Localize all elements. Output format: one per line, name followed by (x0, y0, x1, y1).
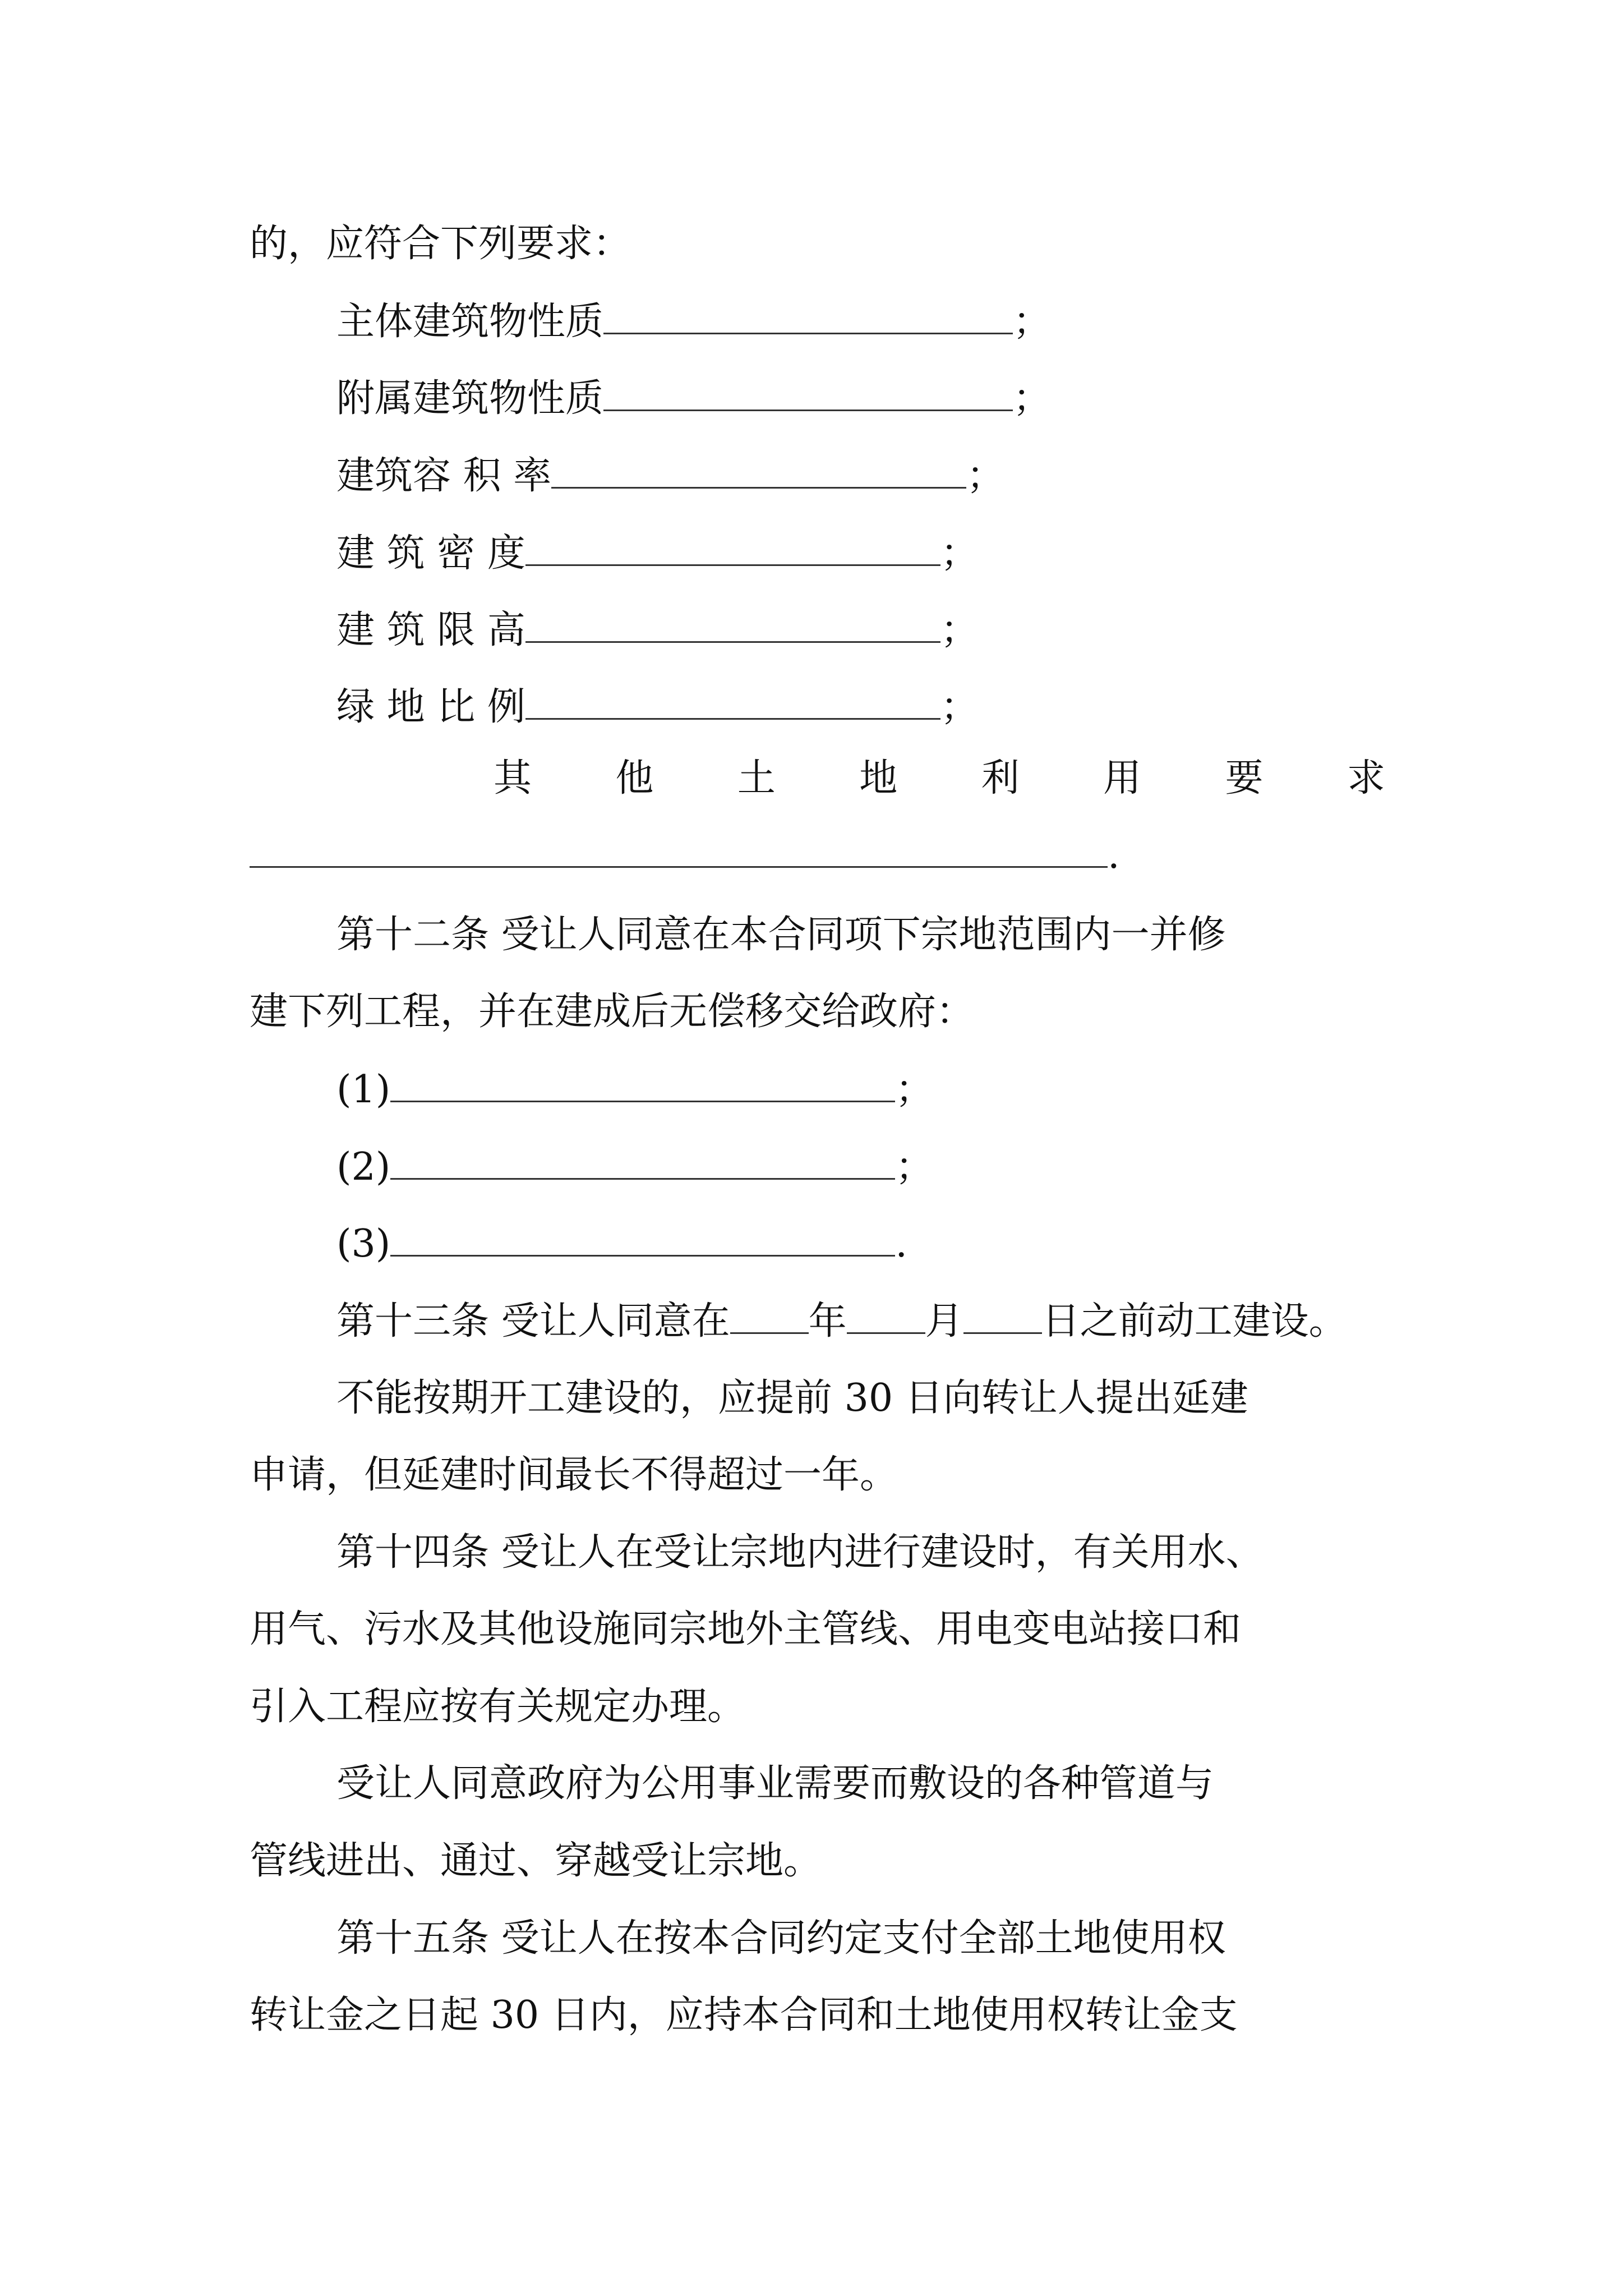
blank-density[interactable] (525, 531, 940, 566)
item-3 (336, 1221, 907, 1266)
blank-year[interactable] (730, 1299, 809, 1334)
article-14-text: 引入工程应按有关规定办理。 (250, 1685, 746, 1729)
article-13-line-2 (336, 1376, 1248, 1421)
article-14-text: 用气、污水及其他设施同宗地外主管线、用电变电站接口和 (250, 1607, 1242, 1651)
article-13-text: 日之前动工建设。 (1041, 1299, 1347, 1343)
other-char: 要 (1225, 756, 1264, 800)
label-density: 建 筑 密 度 (336, 531, 525, 576)
article-13-text: 不能按期开工建设的，应提前 30 日向转让人提出延建 (336, 1376, 1248, 1420)
label-green: 绿 地 比 例 (336, 685, 525, 729)
article-14-line-4 (336, 1761, 1214, 1806)
article-14-text: 第十四条 受让人在受让宗地内进行建设时，有关用水、 (336, 1530, 1264, 1575)
blank-item-2[interactable] (390, 1144, 895, 1180)
article-14-line-1 (336, 1530, 1264, 1575)
semicolon: ； (966, 454, 1005, 498)
other-char: 求 (1347, 756, 1385, 800)
blank-far[interactable] (551, 453, 966, 489)
blank-day[interactable] (963, 1299, 1042, 1334)
month-label: 月 (925, 1299, 963, 1343)
article-13-line-3 (250, 1453, 898, 1498)
other-char: 其 (494, 756, 532, 800)
article-13-text: 第十三条 受让人同意在 (336, 1299, 730, 1343)
article-15-text: 转让金之日起 30 日内，应持本合同和土地使用权转让金支 (250, 1993, 1238, 2037)
article-13-line-1 (336, 1299, 1347, 1343)
blank-main-building[interactable] (603, 299, 1013, 334)
requirement-green (336, 684, 979, 729)
article-14-line-5 (250, 1839, 822, 1884)
requirement-density (336, 531, 979, 576)
item-2 (336, 1144, 933, 1189)
article-14-text: 管线进出、通过、穿越受让宗地。 (250, 1839, 822, 1883)
article-14-text: 受让人同意政府为公用事业需要而敷设的各种管道与 (336, 1761, 1214, 1806)
requirement-main-building (336, 299, 1051, 344)
blank-other[interactable] (250, 832, 1108, 868)
text-intro: 的，应符合下列要求： (250, 222, 631, 266)
requirement-other-blank-line (250, 832, 1120, 877)
item-3-label: (3) (336, 1222, 391, 1266)
label-height: 建 筑 限 高 (336, 608, 525, 652)
semicolon: ； (940, 608, 979, 652)
other-char: 他 (615, 756, 654, 800)
blank-green[interactable] (525, 684, 940, 720)
label-aux-building: 附属建筑物性质 (336, 376, 604, 421)
article-14-line-2 (250, 1607, 1241, 1652)
year-label: 年 (808, 1299, 847, 1343)
other-char: 用 (1103, 756, 1142, 800)
article-15-text: 第十五条 受让人在按本合同约定支付全部土地使用权 (336, 1916, 1226, 1961)
blank-item-1[interactable] (390, 1067, 895, 1102)
article-12-line-2 (250, 990, 974, 1034)
blank-height[interactable] (525, 608, 940, 643)
blank-item-3[interactable] (390, 1221, 895, 1257)
item-1-label: (1) (336, 1068, 391, 1112)
label-main-building: 主体建筑物性质 (336, 300, 604, 344)
other-char: 利 (981, 756, 1020, 800)
requirement-aux-building (336, 376, 1051, 421)
label-far: 建筑容 积 率 (336, 454, 552, 498)
semicolon: ； (895, 1145, 934, 1189)
other-char: 地 (859, 756, 898, 800)
text-line-intro (250, 222, 631, 266)
article-12-text: 建下列工程，并在建成后无偿移交给政府： (250, 990, 975, 1034)
semicolon: ； (940, 685, 979, 729)
requirement-height (336, 608, 979, 652)
article-15-line-2 (250, 1993, 1238, 2038)
item-1 (336, 1067, 933, 1112)
item-2-label: (2) (336, 1145, 391, 1189)
semicolon: ； (940, 531, 979, 576)
requirement-far (336, 453, 1004, 498)
requirement-other-label (336, 756, 1385, 801)
blank-month[interactable] (847, 1299, 925, 1334)
article-13-text: 申请，但延建时间最长不得超过一年。 (250, 1453, 898, 1497)
blank-aux-building[interactable] (603, 376, 1013, 411)
article-12-line-1 (336, 913, 1226, 958)
semicolon: ； (1013, 376, 1052, 421)
period: . (895, 1222, 907, 1266)
article-14-line-3 (250, 1685, 745, 1729)
period: . (1108, 833, 1120, 877)
article-15-line-1 (336, 1916, 1226, 1961)
semicolon: ； (895, 1068, 934, 1112)
article-12-text: 第十二条 受让人同意在本合同项下宗地范围内一并修 (336, 913, 1226, 957)
other-char: 土 (737, 756, 776, 800)
semicolon: ； (1013, 300, 1052, 344)
